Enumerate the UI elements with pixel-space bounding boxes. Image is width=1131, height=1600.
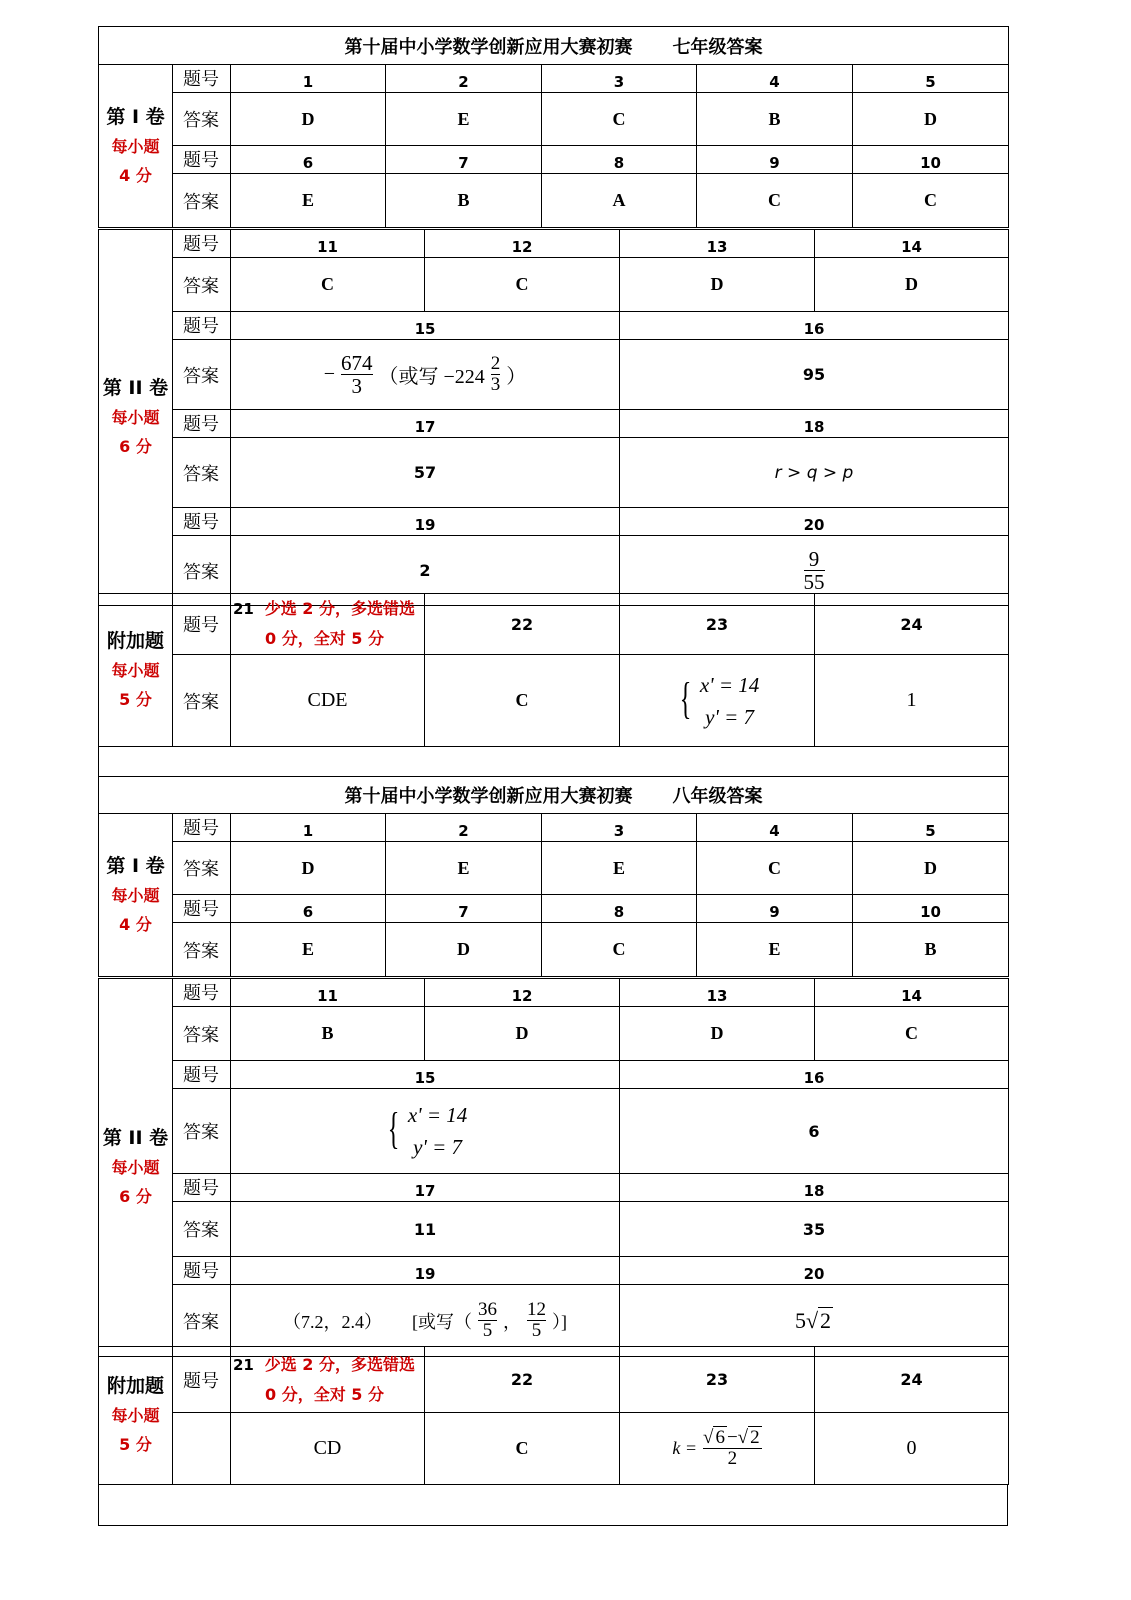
answer-cell-q17: 11: [231, 1202, 620, 1257]
question-number: 9: [697, 146, 853, 174]
question-number: 11: [231, 979, 425, 1007]
answer-label: 答案: [173, 340, 231, 410]
question-number: 23: [620, 1347, 815, 1413]
question-number-label: 题号: [173, 65, 231, 93]
grade7-bonus: [98, 593, 1009, 747]
question-number: 13: [620, 230, 815, 258]
alt-answer-suffix: ）: [506, 366, 527, 388]
answer-cell: C: [697, 842, 853, 895]
grade8-title: 第十届中小学数学创新应用大赛初赛 八年级答案: [99, 777, 1009, 814]
question-number: 24: [815, 594, 1009, 655]
fraction: $\frac{2}{3}$: [490, 353, 501, 395]
grade7-part2: [98, 229, 1009, 606]
answer-cell: B: [697, 93, 853, 146]
answer-cell-q15: [231, 340, 620, 410]
question-number: 6: [231, 146, 386, 174]
question-number: 17: [231, 410, 620, 438]
answer-label-empty: [173, 1413, 231, 1485]
grade8-answer-sheet: [98, 776, 1009, 814]
question-number: 7: [386, 895, 542, 923]
question-number: 2: [386, 814, 542, 842]
question-number-label: 题号: [173, 814, 231, 842]
question-number: 5: [853, 814, 1009, 842]
answer-cell-q22: C: [425, 655, 620, 747]
answer-cell: C: [853, 174, 1009, 228]
answer-cell: A: [542, 174, 697, 228]
grade7-bonus-label: 附加题 每小题 5 分: [99, 594, 173, 747]
answer-cell: C: [815, 1007, 1009, 1061]
fraction: $\frac{√ 6 -√ 2}{2}$: [703, 1427, 760, 1469]
answer-cell: E: [386, 93, 542, 146]
question-number: 1: [231, 814, 386, 842]
answer-cell: B: [231, 1007, 425, 1061]
answer-cell-q19: 2: [231, 536, 620, 606]
question-number-21: 21 少选 2 分，多选错选 0 分，全对 5 分: [231, 594, 425, 655]
answer-cell: E: [231, 174, 386, 228]
question-number-label: 题号: [173, 146, 231, 174]
answer-cell: E: [386, 842, 542, 895]
answer-cell: E: [697, 923, 853, 977]
question-number: 18: [620, 410, 1009, 438]
question-number: 6: [231, 895, 386, 923]
question-number: 20: [620, 1257, 1009, 1285]
question-number: 7: [386, 146, 542, 174]
question-number: 18: [620, 1174, 1009, 1202]
question-number: 8: [542, 895, 697, 923]
grade8-part1-label: 第 I 卷 每小题 4 分: [99, 814, 173, 977]
answer-label: 答案: [173, 923, 231, 977]
question-number: 12: [425, 230, 620, 258]
answer-cell-q16: 6: [620, 1089, 1009, 1174]
answer-cell: C: [697, 174, 853, 228]
answer-cell: C: [425, 258, 620, 312]
question-number: 11: [231, 230, 425, 258]
fraction: $\frac{674}{3}$: [341, 350, 373, 398]
question-number: 15: [231, 312, 620, 340]
question-number-label: 题号: [173, 1061, 231, 1089]
grade7-part1: [98, 64, 1009, 228]
question-number-label: 题号: [173, 1257, 231, 1285]
answer-cell-q24: 1: [815, 655, 1009, 747]
grade8-part1: [98, 813, 1009, 977]
question-number: 1: [231, 65, 386, 93]
answer-cell: D: [853, 93, 1009, 146]
question-number: 10: [853, 146, 1009, 174]
answer-label: 答案: [173, 1202, 231, 1257]
question-number: 17: [231, 1174, 620, 1202]
question-number-label: 题号: [173, 1347, 231, 1413]
minus-sign: −: [323, 363, 335, 385]
grade7-part1-label: 第 I 卷 每小题 4 分: [99, 65, 173, 228]
grade8-part2-label: 第 II 卷 每小题 6 分: [99, 979, 173, 1357]
answer-cell: E: [542, 842, 697, 895]
question-number: 4: [697, 65, 853, 93]
answer-label: 答案: [173, 1089, 231, 1174]
equation-system: { x' = 14 y' = 7: [679, 672, 760, 729]
answer-label: 答案: [173, 174, 231, 228]
answer-cell: D: [231, 93, 386, 146]
question-number: 16: [620, 312, 1009, 340]
question-number: 22: [425, 594, 620, 655]
answer-label: 答案: [173, 536, 231, 606]
question-number: 8: [542, 146, 697, 174]
answer-cell: D: [386, 923, 542, 977]
question-number: 10: [853, 895, 1009, 923]
answer-cell: D: [853, 842, 1009, 895]
question-number: 19: [231, 1257, 620, 1285]
equation-system: { x' = 14 y' = 7: [387, 1103, 468, 1159]
question-number: 15: [231, 1061, 620, 1089]
question-number-label: 题号: [173, 410, 231, 438]
question-number: 24: [815, 1347, 1009, 1413]
question-number: 3: [542, 814, 697, 842]
answer-cell: D: [620, 258, 815, 312]
answer-cell-q18: r > q > p: [620, 438, 1009, 508]
answer-cell-q17: 57: [231, 438, 620, 508]
answer-cell-q16: 95: [620, 340, 1009, 410]
question-number: 13: [620, 979, 815, 1007]
question-number: 3: [542, 65, 697, 93]
answer-cell-q19: （7.2，2.4） [或写（ $\frac{36}{5}$ ， $\frac{12}{5}$ ）]: [231, 1285, 620, 1357]
answer-label: 答案: [173, 655, 231, 747]
alt-answer-prefix: （或写 −224: [378, 366, 485, 388]
answer-cell-q23: [620, 655, 815, 747]
answer-cell: E: [231, 923, 386, 977]
question-number: 20: [620, 508, 1009, 536]
bottom-blank-row: [98, 1484, 1008, 1526]
question-number: 22: [425, 1347, 620, 1413]
question-number-label: 题号: [173, 230, 231, 258]
question-number-label: 题号: [173, 895, 231, 923]
answer-label: 答案: [173, 1285, 231, 1357]
answer-cell: D: [620, 1007, 815, 1061]
question-number-label: 题号: [173, 594, 231, 655]
answer-cell: D: [815, 258, 1009, 312]
question-number: 19: [231, 508, 620, 536]
question-number: 9: [697, 895, 853, 923]
answer-cell-q22: C: [425, 1413, 620, 1485]
answer-cell: C: [542, 93, 697, 146]
question-number: 4: [697, 814, 853, 842]
grade8-bonus-label: 附加题 每小题 5 分: [99, 1347, 173, 1485]
question-number-label: 题号: [173, 508, 231, 536]
question-number: 5: [853, 65, 1009, 93]
answer-cell-q20: 5 √ 2: [620, 1285, 1009, 1357]
answer-label: 答案: [173, 842, 231, 895]
answer-cell: C: [542, 923, 697, 977]
answer-label: 答案: [173, 1007, 231, 1061]
question-number: 14: [815, 979, 1009, 1007]
spacer-row: [98, 741, 1009, 776]
question-number: 12: [425, 979, 620, 1007]
question-number: 14: [815, 230, 1009, 258]
grade8-bonus: [98, 1346, 1009, 1485]
answer-cell: D: [231, 842, 386, 895]
grade7-answer-sheet: [98, 26, 1009, 65]
question-number: 16: [620, 1061, 1009, 1089]
question-number-label: 题号: [173, 1174, 231, 1202]
answer-label: 答案: [173, 438, 231, 508]
answer-cell: B: [853, 923, 1009, 977]
answer-cell-q15: [231, 1089, 620, 1174]
question-number-21: 21 少选 2 分，多选错选 0 分，全对 5 分: [231, 1347, 425, 1413]
question-number-label: 题号: [173, 312, 231, 340]
question-number-label: 题号: [173, 979, 231, 1007]
answer-cell: C: [231, 258, 425, 312]
fraction: $\frac{12}{5}$: [527, 1299, 546, 1341]
answer-cell: B: [386, 174, 542, 228]
grade8-part2: [98, 978, 1009, 1357]
answer-cell-q18: 35: [620, 1202, 1009, 1257]
answer-cell-q23: k = $\frac{√ 6 -√ 2}{2}$: [620, 1413, 815, 1485]
question-number: 23: [620, 594, 815, 655]
fraction: $\frac{36}{5}$: [478, 1299, 497, 1341]
answer-label: 答案: [173, 93, 231, 146]
answer-cell-q21: CD: [231, 1413, 425, 1485]
answer-cell-q24: 0: [815, 1413, 1009, 1485]
answer-cell-q21: CDE: [231, 655, 425, 747]
answer-cell: D: [425, 1007, 620, 1061]
grade7-part2-label: 第 II 卷 每小题 6 分: [99, 230, 173, 606]
grade7-title: 第十届中小学数学创新应用大赛初赛 七年级答案: [99, 27, 1009, 65]
question-number: 2: [386, 65, 542, 93]
answer-label: 答案: [173, 258, 231, 312]
fraction: $\frac{9}{55}$: [803, 546, 825, 594]
